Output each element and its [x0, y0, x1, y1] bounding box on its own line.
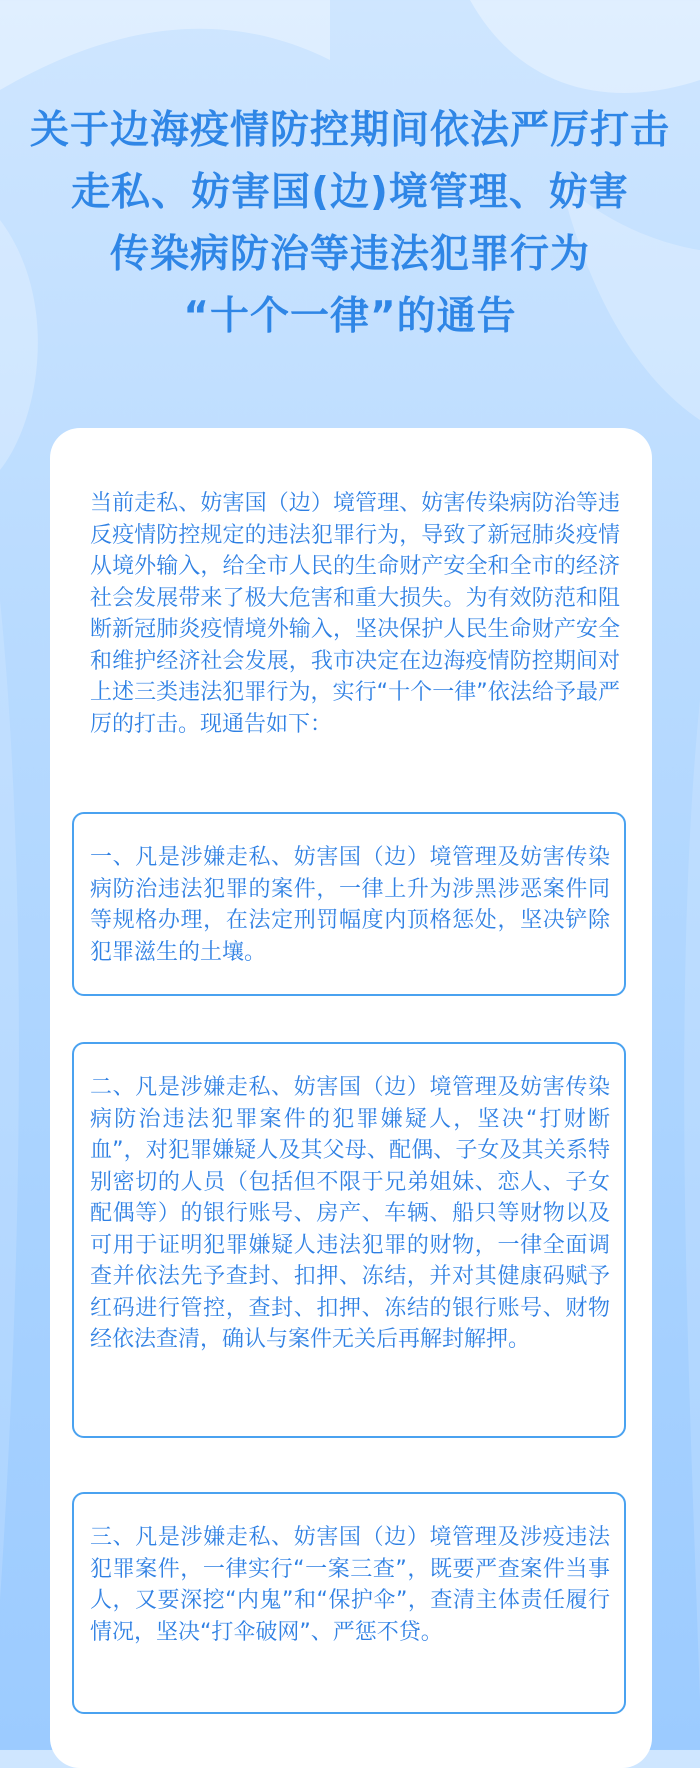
- title-line-2: 走私、妨害国(边)境管理、妨害: [71, 170, 629, 215]
- notice-item-2-text: 二、凡是涉嫌走私、妨害国（边）境管理及妨害传染病防治违法犯罪案件的犯罪嫌疑人，坚决“打财断血”，对犯罪嫌疑人及其父母、配偶、子女及其关系特别密切的人员（包括但不限于兄弟姐妹、恋人、子女配偶等）的银行账号、房产、车辆、船只等财物以及可用于证明犯罪嫌疑人违法犯罪的财物，一律全面调查并依法先予查封、扣押、冻结，并对其健康码赋予红码进行管控，查封、扣押、冻结的银行账号、财物经依法查清，确认与案件无关后再解封解押。: [90, 1075, 610, 1352]
- notice-item-3-text: 三、凡是涉嫌走私、妨害国（边）境管理及涉疫违法犯罪案件，一律实行“一案三查”，既要严查案件当事人，又要深挖“内鬼”和“保护伞”，查清主体责任履行情况，坚决“打伞破网”、严惩不贷。: [90, 1525, 610, 1645]
- notice-item-2: [72, 1042, 626, 1438]
- intro-paragraph: 当前走私、妨害国（边）境管理、妨害传染病防治等违反疫情防控规定的违法犯罪行为，导致了新冠肺炎疫情从境外输入，给全市人民的生命财产安全和全市的经济社会发展带来了极大危害和重大损失。为有效防范和阻断新冠肺炎疫情境外输入，坚决保护人民生命财产安全和维护经济社会发展，我市决定在边海疫情防控期间对上述三类违法犯罪行为，实行“十个一律”依法给予最严厉的打击。现通告如下：: [90, 491, 620, 737]
- page-title: [0, 100, 700, 348]
- notice-item-1: [72, 812, 626, 996]
- title-line-3: 传染病防治等违法犯罪行为: [109, 232, 590, 277]
- title-line-1: 关于边海疫情防控期间依法严厉打击: [29, 108, 670, 153]
- notice-item-1-text: 一、凡是涉嫌走私、妨害国（边）境管理及妨害传染病防治违法犯罪的案件，一律上升为涉黑涉恶案件同等规格办理，在法定刑罚幅度内顶格惩处，坚决铲除犯罪滋生的土壤。: [90, 845, 610, 965]
- title-line-4: “十个一律”的通告: [183, 294, 517, 339]
- notice-item-3: [72, 1492, 626, 1714]
- notice-card: [50, 428, 652, 1768]
